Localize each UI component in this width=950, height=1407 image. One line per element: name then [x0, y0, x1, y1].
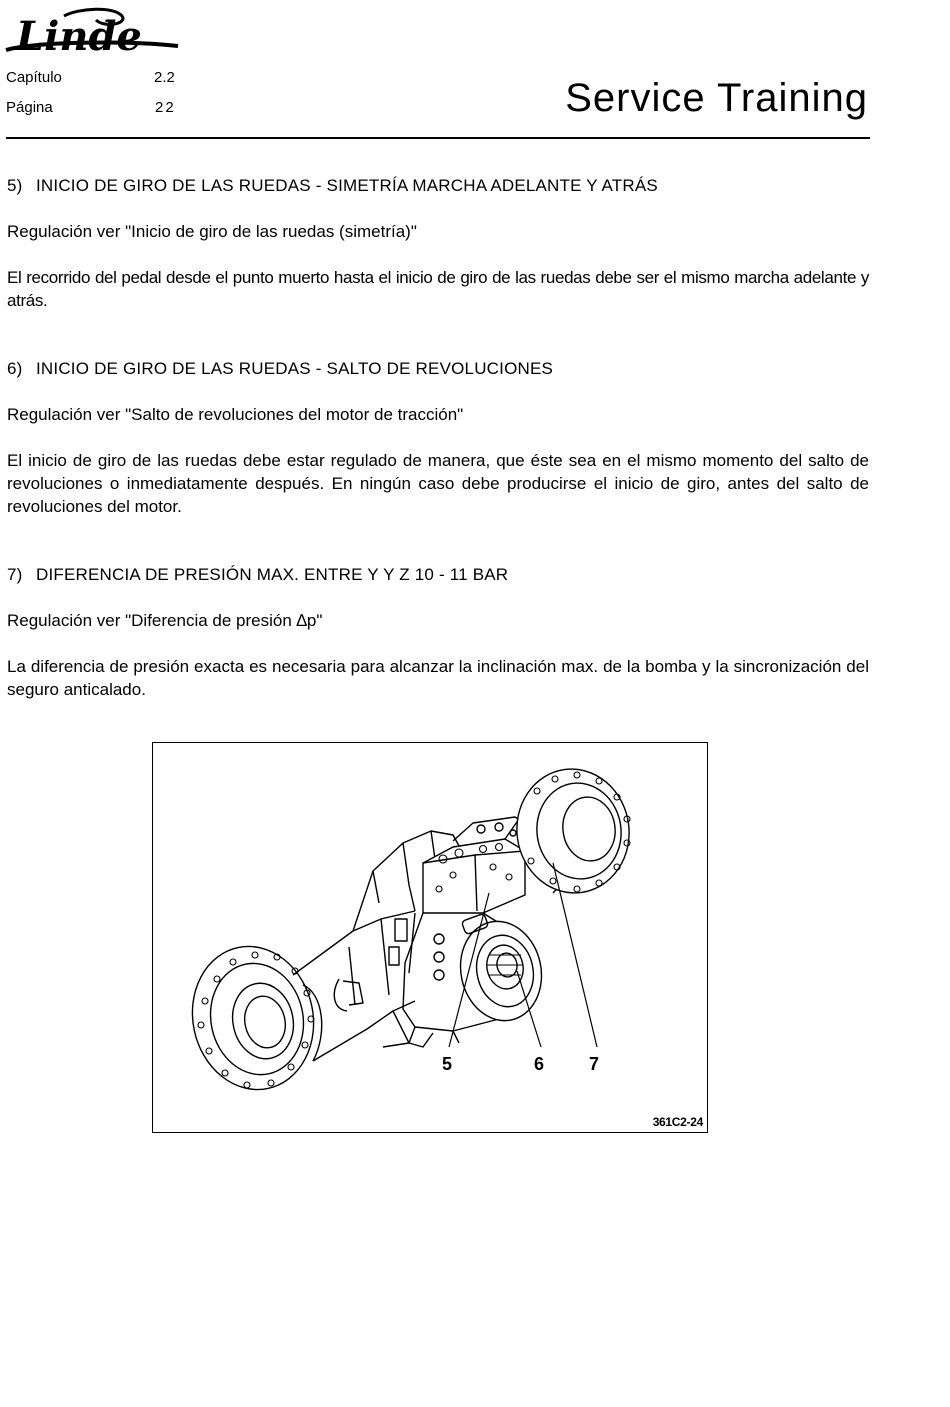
callout-7: 7 [589, 1054, 600, 1074]
figure-code: 361C2-24 [652, 1115, 703, 1129]
section-5-body: El recorrido del pedal desde el punto muerto hasta el inicio de giro de las ruedas debe ser el mismo marcha adelante y atrás. [7, 268, 869, 310]
svg-text:Linde: Linde [16, 13, 142, 58]
axle-pump-illustration [152, 742, 708, 1133]
header-divider [6, 137, 870, 139]
axle-drawing [153, 743, 706, 1131]
linde-logo [4, 6, 180, 58]
page-value: 22 [155, 99, 176, 116]
section-6-heading: 6) INICIO DE GIRO DE LAS RUEDAS - SALTO DE REVOLUCIONES [7, 359, 554, 378]
section-7-heading: 7) DIFERENCIA DE PRESIÓN MAX. ENTRE Y Y Z 10 - 11 BAR [7, 565, 509, 584]
callout-6: 6 [534, 1054, 545, 1074]
section-5-heading: 5) INICIO DE GIRO DE LAS RUEDAS - SIMETRÍA MARCHA ADELANTE Y ATRÁS [7, 176, 658, 195]
section-7-body: La diferencia de presión exacta es necesaria para alcanzar la inclinación max. de la bomba y la sincronización del seguro anticalado. [7, 657, 869, 699]
section-6-body: El inicio de giro de las ruedas debe estar regulado de manera, que éste sea en el mismo momento del salto de revoluciones o inmediatamente después. En ningún caso debe producirse el inicio de giro, antes del salto de revoluciones del motor. [7, 451, 869, 516]
section-7-regulation: Regulación ver "Diferencia de presión ∆p" [7, 611, 323, 630]
page-label: Página [6, 99, 53, 116]
document-body [7, 174, 869, 701]
section-5-regulation: Regulación ver "Inicio de giro de las ruedas (simetría)" [7, 222, 417, 241]
chapter-value: 2.2 [154, 69, 175, 86]
section-6-regulation: Regulación ver "Salto de revoluciones del motor de tracción" [7, 405, 464, 424]
page-title: Service Training [565, 76, 868, 120]
callout-5: 5 [442, 1054, 453, 1074]
chapter-label: Capítulo [6, 69, 62, 86]
